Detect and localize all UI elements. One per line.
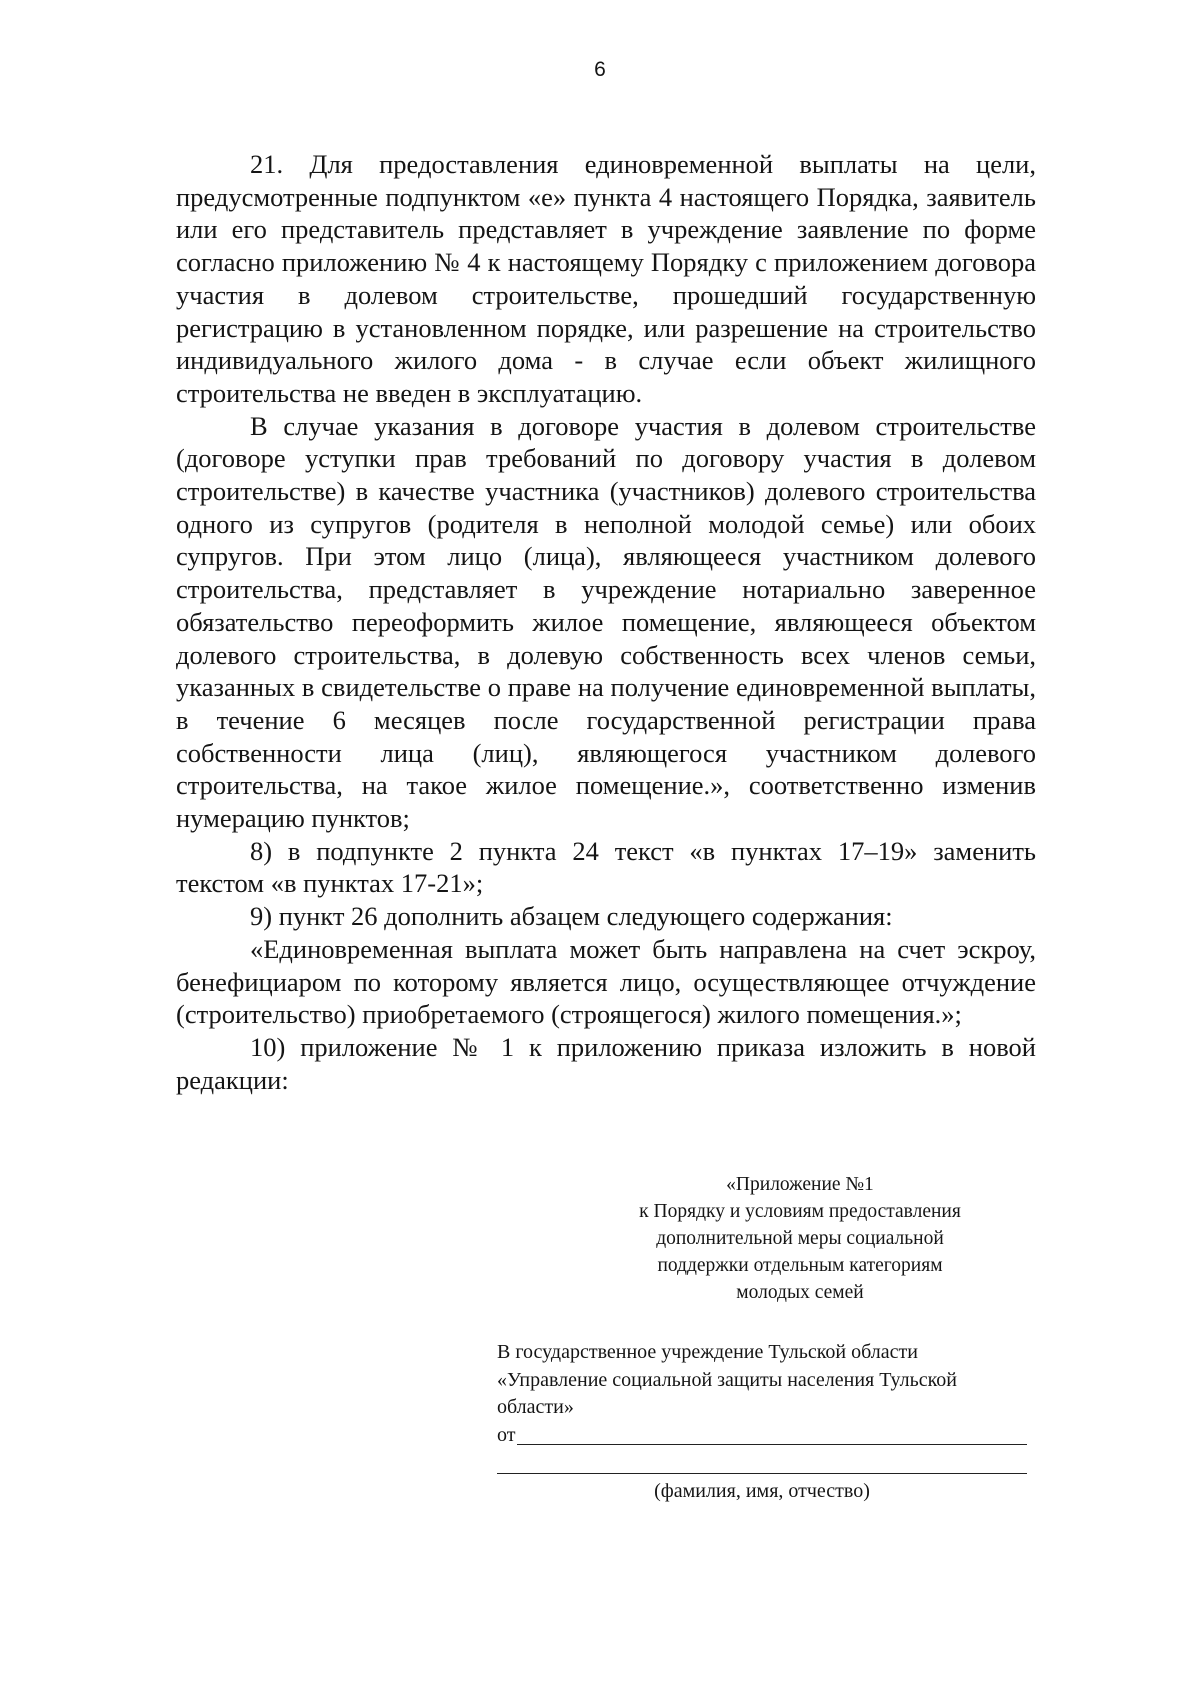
paragraph-item-8: 8) в подпункте 2 пункта 24 текст «в пунктах 17–19» заменить текстом «в пунктах 17-21»; (176, 835, 1036, 899)
name-caption: (фамилия, имя, отчество) (654, 1480, 870, 1502)
document-body (176, 148, 1036, 1096)
paragraph-item-10: 10) приложение № 1 к приложению приказа изложить в новой редакции: (176, 1031, 1036, 1095)
page-number: 6 (594, 58, 606, 81)
appendix-line: дополнительной меры социальной (656, 1228, 944, 1249)
applicant-name-line-2 (497, 1451, 1027, 1474)
paragraph-shared-construction: В случае указания в договоре участия в долевом строительстве (договоре уступки прав требований по договору участия в долевом строительстве) в качестве участника (участников) долевого строительства одного из супругов (родителя в неполной молодой семье) или обоих супругов. При этом лицо (лица), являющееся участником долевого строительства, представляет в учреждение нотариально заверенное обязательство переоформить жилое помещение, являющееся объектом долевого строительства, в долевую собственность всех членов семьи, указанных в свидетельстве о праве на получение единовременной выплаты, в течение 6 месяцев после государственной регистрации права собственности лица (лиц), являющегося участником долевого строительства, на такое жилое помещение.», соответственно изменив нумерацию пунктов; (176, 410, 1036, 834)
appendix-line: к Порядку и условиям предоставления (639, 1201, 961, 1222)
appendix-heading (600, 1171, 1000, 1306)
appendix-line: молодых семей (736, 1282, 864, 1303)
appendix-line: «Приложение №1 (726, 1174, 874, 1195)
addressee-line: «Управление социальной защиты населения Тульской (497, 1368, 957, 1391)
paragraph-item-9: 9) пункт 26 дополнить абзацем следующего содержания: (250, 901, 893, 932)
from-row (497, 1422, 1027, 1450)
addressee-line: В государственное учреждение Тульской области (497, 1341, 918, 1363)
addressee-line: области» (497, 1396, 574, 1418)
paragraph-21: 21. Для предоставления единовременной выплаты на цели, предусмотренные подпунктом «е» пункта 4 настоящего Порядка, заявитель или его представитель представляет в учреждение заявление по форме согласно приложению № 4 к настоящему Порядку с приложением договора участия в долевом строительстве, прошедший государственную регистрацию в установленном порядке, или разрешение на строительство индивидуального жилого дома - в случае если объект жилищного строительства не введен в эксплуатацию. (176, 149, 1036, 408)
appendix-line: поддержки отдельным категориям (657, 1255, 943, 1276)
addressee-block (497, 1339, 1027, 1506)
applicant-name-line (517, 1444, 1027, 1445)
from-label: от (497, 1423, 516, 1446)
paragraph-escrow: «Единовременная выплата может быть направлена на счет эскроу, бенефициаром по которому является лицо, осуществляющее отчуждение (строительство) приобретаемого (строящегося) жилого помещения.»; (176, 933, 1036, 1030)
